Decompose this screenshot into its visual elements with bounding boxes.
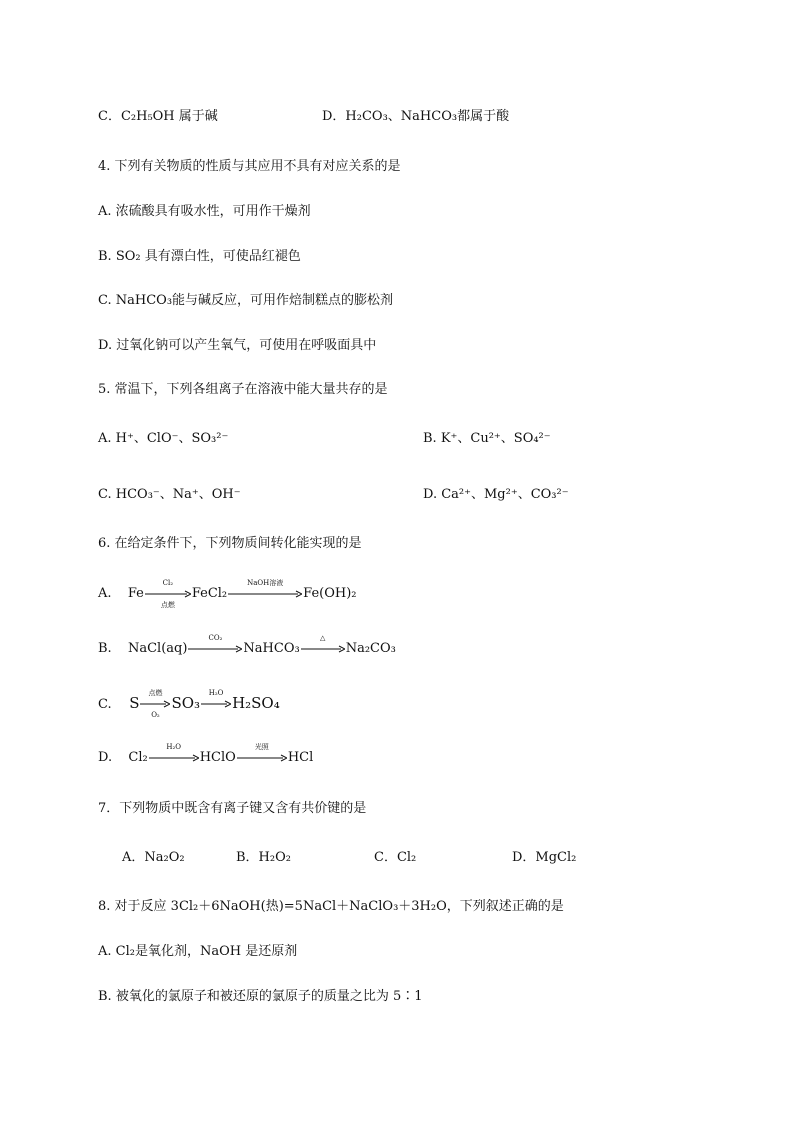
q7-option-b: B．H₂O₂ [236, 850, 291, 865]
q7-option-c: C．Cl₂ [374, 850, 417, 865]
q4-option-a: A. 浓硫酸具有吸水性，可用作干燥剂 [98, 204, 311, 219]
q6-d-species-2: HClO [199, 750, 236, 765]
q6-a-label: A. [98, 586, 112, 601]
right-arrow-icon [301, 644, 345, 654]
q6-b-arrow-1: CO₂ [188, 644, 242, 654]
q7-option-d: D．MgCl₂ [512, 850, 577, 865]
right-arrow-icon [237, 753, 287, 763]
q3-option-c: C．C₂H₅OH 属于碱 [98, 109, 218, 124]
q5-stem: 5. 常温下，下列各组离子在溶液中能大量共存的是 [98, 382, 388, 397]
q6-option-b [98, 633, 396, 658]
q6-d-arrow-2: 光照 [237, 753, 287, 763]
q6-b-species-1: NaCl(aq) [127, 641, 188, 656]
q5-option-d: D. Ca²⁺、Mg²⁺、CO₃²⁻ [423, 487, 569, 502]
q6-c-species-2: SO₃ [171, 694, 201, 712]
q4-option-c: C. NaHCO₃能与碱反应，可用作焙制糕点的膨松剂 [98, 293, 394, 308]
q6-a-species-3: Fe(OH)₂ [303, 586, 357, 601]
q4-option-d: D. 过氧化钠可以产生氧气，可使用在呼吸面具中 [98, 338, 377, 353]
q8-option-b: B. 被氧化的氯原子和被还原的氯原子的质量之比为 5∶1 [98, 989, 423, 1004]
right-arrow-icon [145, 589, 191, 599]
right-arrow-icon [188, 644, 242, 654]
q6-option-d [98, 742, 314, 767]
q6-c-label: C. [98, 697, 112, 712]
q4-stem: 4. 下列有关物质的性质与其应用不具有对应关系的是 [98, 159, 401, 174]
q5-option-b: B. K⁺、Cu²⁺、SO₄²⁻ [423, 431, 551, 446]
q6-a-arrow-2: NaOH溶液 [228, 589, 302, 599]
right-arrow-icon [228, 589, 302, 599]
q5-option-c: C. HCO₃⁻、Na⁺、OH⁻ [98, 487, 241, 502]
q4-option-b: B. SO₂ 具有漂白性，可使品红褪色 [98, 249, 301, 264]
q6-a-species-1: Fe [127, 586, 144, 601]
q6-b-arrow-2: △ [301, 644, 345, 654]
right-arrow-icon [201, 699, 231, 709]
q8-stem: 8. 对于反应 3Cl₂＋6NaOH(热)=5NaCl＋NaClO₃＋3H₂O，下列叙述正确的是 [98, 899, 564, 914]
q6-b-label: B. [98, 641, 112, 656]
q3-option-d: D．H₂CO₃、NaHCO₃都属于酸 [322, 109, 510, 124]
q6-d-label: D. [98, 750, 113, 765]
q6-c-arrow-2: H₂O [201, 699, 231, 709]
q7-option-a: A．Na₂O₂ [122, 850, 185, 865]
q6-b-species-2: NaHCO₃ [243, 641, 300, 656]
q8-option-a: A. Cl₂是氧化剂，NaOH 是还原剂 [98, 944, 298, 959]
q6-d-species-3: HCl [287, 750, 314, 765]
right-arrow-icon [149, 753, 199, 763]
q6-option-a [98, 578, 357, 609]
q7-stem: 7．下列物质中既含有离子键又含有共价键的是 [98, 801, 367, 816]
q5-option-a: A. H⁺、ClO⁻、SO₃²⁻ [98, 431, 229, 446]
q6-c-species-1: S [129, 694, 140, 712]
q6-d-arrow-1: H₂O [149, 753, 199, 763]
q6-a-species-2: FeCl₂ [191, 586, 228, 601]
q6-a-arrow-1: Cl₂ 点燃 [145, 589, 191, 599]
q6-d-species-1: Cl₂ [128, 750, 148, 765]
q6-stem: 6. 在给定条件下，下列物质间转化能实现的是 [98, 536, 362, 551]
q6-c-species-3: H₂SO₄ [232, 694, 280, 712]
right-arrow-icon [140, 699, 170, 709]
q6-option-c [98, 689, 280, 719]
q6-b-species-3: Na₂CO₃ [345, 641, 396, 656]
q6-c-arrow-1: 点燃 O₂ [140, 699, 170, 709]
